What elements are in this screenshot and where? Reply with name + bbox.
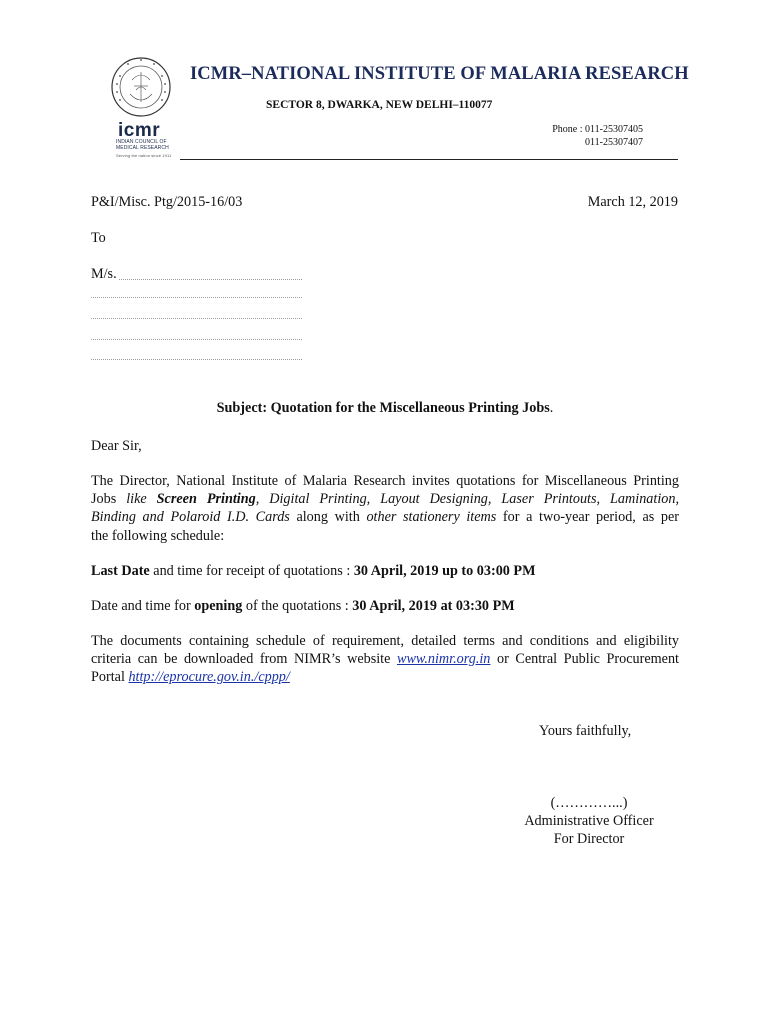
opening-value: 30 April, 2019 at 03:30 PM [352, 598, 515, 614]
text-portal: Portal [91, 669, 129, 686]
salutation: Dear Sir, [91, 438, 142, 454]
logo-wordmark: icmr [118, 120, 161, 140]
signatory-title: Administrative Officer [524, 813, 654, 830]
opening-text-b: of the quotations : [242, 598, 353, 614]
reference-number: P&I/Misc. Ptg/2015-16/03 [91, 194, 243, 210]
text-period: for a two-year period, as per [496, 509, 680, 526]
addressee-line-2 [91, 297, 302, 298]
organization-title: ICMR–NATIONAL INSTITUTE OF MALARIA RESEARCH [190, 64, 689, 84]
documents-line-2 [91, 650, 679, 668]
phone-row-1 [552, 124, 643, 137]
invitation-line-4: the following schedule: [91, 527, 225, 544]
subject-text: Subject: Quotation for the Miscellaneous Printing Jobs [216, 400, 550, 416]
addressee-line-4 [91, 339, 302, 340]
signature-blank: (…………...) [550, 795, 628, 811]
logo-caption-tagline: Serving the nation since 1911 [116, 153, 172, 158]
phone-block [552, 124, 643, 149]
receipt-text: and time for receipt of quotations : [149, 563, 354, 579]
letter-date: March 12, 2019 [587, 194, 678, 210]
receipt-deadline-value: 30 April, 2019 up to 03:00 PM [353, 563, 536, 579]
organization-address: SECTOR 8, DWARKA, NEW DELHI–110077 [266, 99, 493, 111]
invitation-line-2 [91, 490, 679, 508]
signature-block [520, 794, 658, 849]
phone-row-2 [552, 137, 643, 150]
nimr-website-link[interactable]: www.nimr.org.in [396, 651, 491, 668]
invitation-paragraph [91, 472, 679, 545]
text-stationery: other stationery items [366, 509, 497, 526]
invitation-line-1: The Director, National Institute of Malaria Research invites quotations for Miscellaneous Printing [91, 473, 679, 489]
opening-text-a: Date and time for [91, 598, 195, 614]
phone-number-2: 011-25307407 [585, 136, 643, 148]
text-like: like [126, 491, 157, 508]
subject-line [0, 400, 770, 417]
text-criteria: criteria can be downloaded from NIMR’s website [91, 651, 397, 668]
documents-paragraph [91, 632, 679, 687]
phone-number-1: 011-25307405 [585, 124, 643, 135]
invitation-line-3 [91, 508, 679, 526]
text-binding: Binding and Polaroid I.D. Cards [91, 509, 290, 526]
text-services-list: , Digital Printing, Layout Designing, Laser Printouts, Lamination, [255, 491, 679, 508]
phone-label: Phone : [552, 124, 583, 135]
addressee-line-5 [91, 359, 302, 360]
last-date-label: Last Date [91, 563, 150, 579]
closing: Yours faithfully, [539, 723, 632, 739]
text-jobs: Jobs [91, 491, 127, 508]
receipt-deadline [91, 562, 536, 580]
addressee-line-1 [119, 279, 302, 280]
text-central-procurement: or Central Public Procurement [490, 651, 679, 668]
signatory-for: For Director [553, 831, 625, 848]
documents-line-1: The documents containing schedule of requirement, detailed terms and conditions and eligibility [91, 633, 679, 649]
logo-caption-line-1: INDIAN COUNCIL OF [116, 139, 167, 145]
text-along-with: along with [289, 509, 367, 526]
text-screen-printing: Screen Printing [156, 491, 256, 508]
addressee-label: M/s. [91, 266, 117, 282]
opening-schedule [91, 597, 515, 615]
logo-caption-line-2: MEDICAL RESEARCH [116, 145, 169, 151]
eprocure-portal-link[interactable]: http://eprocure.gov.in./cppp/ [128, 669, 290, 686]
to-label: To [91, 230, 106, 246]
opening-label: opening [194, 598, 243, 614]
subject-period: . [549, 400, 554, 416]
addressee-line-3 [91, 318, 302, 319]
header-divider [180, 159, 678, 160]
documents-line-3 [91, 668, 679, 686]
